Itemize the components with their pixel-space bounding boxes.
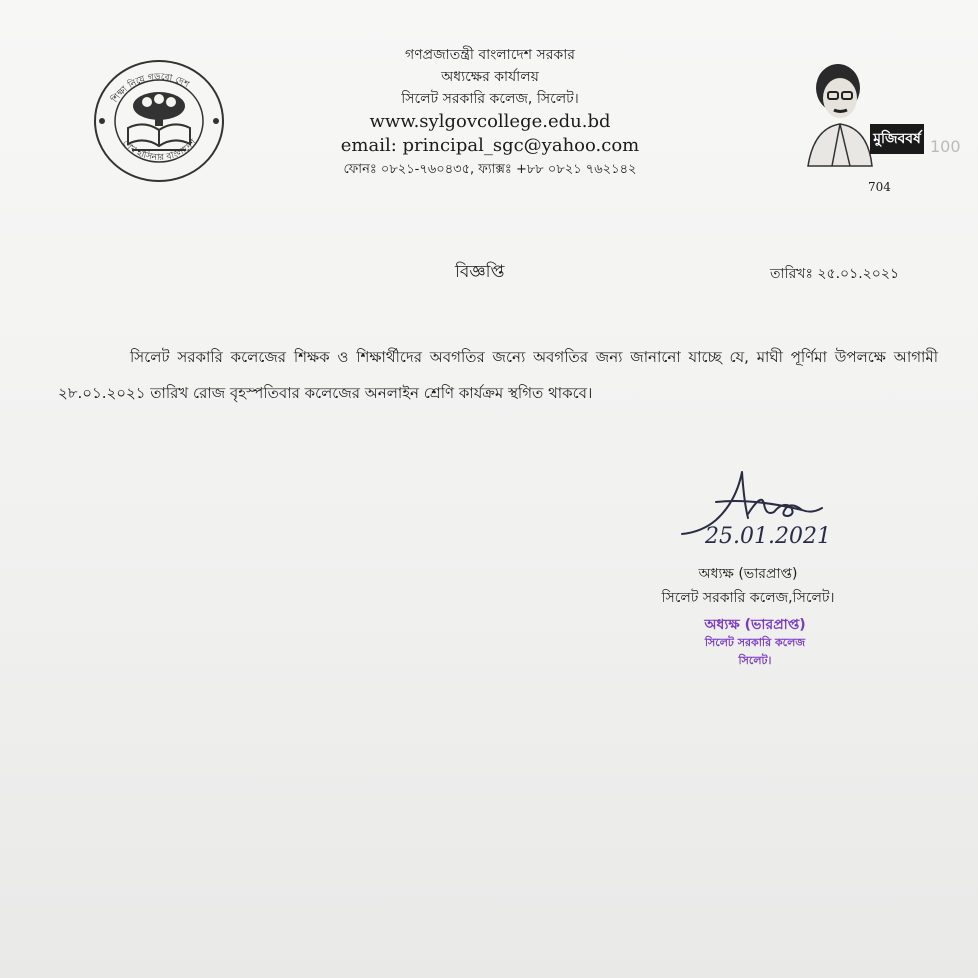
signatory-block: [628, 562, 868, 610]
seal-top-text: শিক্ষা নিয়ে গড়বো দেশ: [110, 72, 191, 105]
stamp-institution: সিলেট সরকারি কলেজ: [704, 636, 806, 649]
document-number: 704: [868, 180, 891, 194]
signatory-designation: অধ্যক্ষ (ভারপ্রাপ্ত): [698, 566, 798, 582]
office-line: অধ্যক্ষের কার্যালয়: [441, 69, 539, 85]
official-stamp: [660, 616, 850, 670]
seal-bottom-text: শেখ হাসিনার বাংলাদেশ: [120, 137, 199, 164]
notice-title: বিজ্ঞপ্তি: [455, 262, 505, 282]
email-text: email: principal_sgc@yahoo.com: [340, 135, 640, 156]
phone-fax-text: ফোনঃ ০৮২১-৭৬০৪৩৫, ফ্যাক্সঃ +৮৮ ০৮২১ ৭৬২১৪২: [343, 162, 637, 177]
signatory-institution: সিলেট সরকারি কলেজ,সিলেট।: [661, 590, 835, 606]
mujib-borsho-label: মুজিববর্ষ: [873, 131, 921, 147]
government-line: গণপ্রজাতন্ত্রী বাংলাদেশ সরকার: [405, 47, 575, 63]
website-text: www.sylgovcollege.edu.bd: [369, 111, 611, 132]
stamp-city: সিলেট।: [738, 654, 772, 667]
notice-body: সিলেট সরকারি কলেজের শিক্ষক ও শিক্ষার্থীদের অবগতির জন্যে অবগতির জন্য জানানো যাচ্ছে যে, মাঘী পূর্ণিমা উপলক্ষে আগামী ২৮.০১.২০২১ তারিখ রোজ বৃহস্পতিবার কলেজের অনলাইন শ্রেণি কার্যক্রম স্থগিত থাকবে।: [58, 348, 938, 402]
college-seal-logo: [92, 58, 226, 184]
svg-text:100: 100: [930, 137, 961, 156]
notice-date: তারিখঃ ২৫.০১.২০২১: [770, 266, 900, 282]
college-line: সিলেট সরকারি কলেজ, সিলেট।: [401, 91, 579, 107]
mujib-borsho-emblem: [798, 58, 968, 172]
stamp-designation: অধ্যক্ষ (ভারপ্রাপ্ত): [704, 617, 806, 633]
letterhead: [300, 44, 680, 182]
handwritten-date: 25.01.2021: [705, 524, 831, 549]
